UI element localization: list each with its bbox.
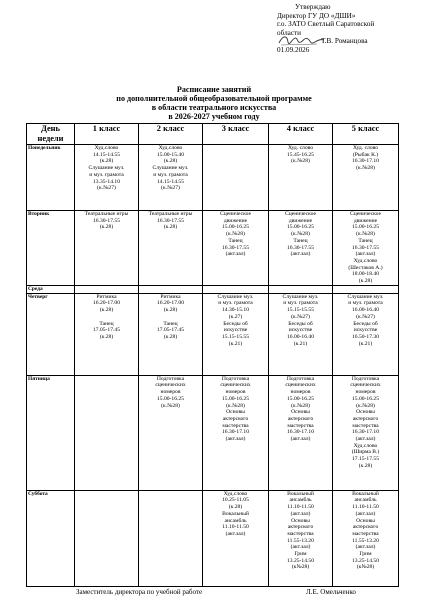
cell-line: (к.28) [99, 333, 114, 340]
approval-date: 01.09.2026 [277, 46, 310, 55]
approval-word: Утверждаю [295, 3, 331, 11]
cell-line: Танец [99, 320, 114, 327]
cell-line: (к№28) [356, 564, 375, 571]
cell-line: 16.30-17.55 [351, 244, 380, 251]
schedule-cell [203, 375, 269, 490]
table-row [27, 211, 399, 286]
schedule-cell [333, 293, 399, 375]
cell-line: 15.15-15.55 [286, 307, 315, 314]
cell-line: номеров [160, 389, 181, 396]
cell-line: 15.00-16.25 [351, 395, 380, 402]
day-cell: Четверг [27, 293, 75, 375]
title-line: Расписание занятий [176, 85, 252, 94]
cell-line: Вокальный [287, 490, 314, 497]
cell-line: (к.28) [228, 504, 243, 511]
title-line: в 2026-2027 учебном году [168, 111, 260, 121]
cell-line: (акт.зал) [290, 510, 311, 517]
day-cell: Суббота [27, 490, 75, 586]
cell-line: (к.28) [358, 278, 373, 285]
cell-line: (Шестаков А.) [348, 264, 383, 271]
table-row [27, 490, 399, 586]
cell-line: (к.28) [99, 224, 114, 231]
cell-line: (к.21) [358, 340, 373, 347]
cell-line: движение [288, 217, 313, 224]
cell-line: Слушание муз. [152, 165, 189, 172]
schedule-cell [139, 285, 203, 293]
cell-line: ансамбль [289, 497, 312, 504]
cell-line: Театральные игры [148, 211, 193, 217]
schedule-cell [269, 145, 333, 211]
cell-line: искусстве [353, 327, 378, 334]
cell-line: Худ. слово [352, 145, 379, 151]
cell-line: 16.30-17.55 [92, 217, 121, 224]
cell-line: 15.00-16.25 [351, 224, 380, 231]
cell-line: (к.28) [163, 224, 178, 231]
cell-line: Основы [291, 517, 310, 524]
schedule-cell [75, 375, 139, 490]
cell-line: 16.30-17.10 [286, 429, 315, 436]
cell-line: 16.30-17.10 [351, 158, 380, 165]
cell-line: (к№28) [291, 564, 310, 571]
header-day: День недели [27, 124, 75, 145]
cell-line: актерского [352, 524, 379, 531]
schedule-cell [75, 211, 139, 286]
cell-line: актерского [287, 524, 314, 531]
schedule-cell [333, 375, 399, 490]
header-class-5: 5 класс [333, 124, 399, 145]
header-class-2: 2 класс [139, 124, 203, 145]
day-cell: Понедельник [27, 145, 75, 211]
cell-line: Худ. слово [287, 145, 314, 151]
schedule-cell [269, 211, 333, 286]
cell-line: (к.28) [358, 462, 373, 469]
cell-line: (к.№28) [226, 402, 245, 409]
cell-line: актерского [287, 415, 314, 422]
schedule-cell [139, 490, 203, 586]
cell-line: Ритмика [96, 293, 117, 300]
schedule-cell [75, 145, 139, 211]
cell-line: Худ.слово [158, 145, 183, 151]
schedule-cell [269, 375, 333, 490]
cell-line: мастерства [352, 530, 379, 537]
cell-line: (к.№28) [356, 165, 375, 172]
cell-line: Основы [356, 409, 375, 416]
cell-line: (акт.зал) [290, 544, 311, 551]
cell-line: (к.№28) [226, 231, 245, 238]
table-header-row [27, 124, 399, 145]
cell-line: 14.15-14.55 [156, 178, 185, 185]
handwritten-signature [277, 33, 325, 49]
cell-line: (к.28) [163, 307, 178, 314]
cell-line: (к.№28) [291, 158, 310, 165]
approval-line: области [277, 28, 302, 37]
cell-line: и муз. грамота [283, 300, 318, 307]
cell-line: (акт.зал) [355, 436, 376, 443]
cell-line: 13.25-14.50 [351, 557, 380, 564]
table-row [27, 293, 399, 375]
cell-line: 15.00-16.25 [221, 224, 250, 231]
cell-line: 18.00-18.40 [351, 271, 380, 278]
footer-name: Л.Е. Омельченко [306, 588, 356, 596]
header-class-1: 1 класс [75, 124, 139, 145]
cell-line: 11.55-13.20 [352, 537, 379, 544]
cell-line: актерского [222, 415, 249, 422]
cell-line: и муз. грамота [348, 300, 383, 307]
day-cell: Вторник [27, 211, 75, 286]
cell-line: 15.00-15.40 [156, 151, 185, 158]
cell-line: Подготовка [156, 375, 185, 382]
cell-line: актерского [352, 415, 379, 422]
cell-line: (Рыбак К.) [352, 151, 379, 158]
cell-line [76, 314, 137, 321]
cell-line: Беседы об [223, 320, 248, 327]
cell-line: (к.21) [293, 340, 308, 347]
cell-line: мастерства [352, 422, 379, 429]
cell-line: Театральные игры [84, 211, 129, 217]
cell-line: Танец [293, 237, 308, 244]
cell-line: 10.25-11.05 [222, 497, 249, 504]
cell-line: (к.28) [163, 333, 178, 340]
header-class-3: 3 класс [203, 124, 269, 145]
cell-line: 16.50-17.30 [351, 333, 380, 340]
cell-line: и муз. грамота [89, 171, 124, 178]
title-line: по дополнительной общеобразовательной программе [116, 93, 312, 103]
cell-line: Слушание муз. [88, 165, 125, 172]
footer-position: Заместитель директора по учебной работе [76, 588, 203, 596]
cell-line: Вокальный [222, 510, 249, 517]
cell-line: (к.№27) [161, 185, 180, 192]
cell-line: ансамбль [224, 517, 247, 524]
schedule-cell [333, 285, 399, 293]
cell-line: (акт.зал) [225, 436, 246, 443]
approval-signer: Т.В. Романцова [321, 37, 368, 46]
cell-line: (акт.зал) [225, 251, 246, 258]
schedule-cell [203, 145, 269, 211]
cell-line: и муз. грамота [218, 300, 253, 307]
cell-line: (к.28) [99, 158, 114, 165]
cell-line: (акт.зал) [355, 544, 376, 551]
schedule-cell [75, 490, 139, 586]
cell-line: Худ.слово [353, 257, 378, 264]
approval-block [277, 3, 423, 55]
cell-line: сценических [220, 382, 251, 389]
cell-line: мастерства [287, 530, 314, 537]
cell-line: (к.27) [228, 313, 243, 320]
cell-line: (к.28) [99, 307, 114, 314]
cell-line: 15.15-15.55 [221, 333, 250, 340]
cell-line: 13.35-14.10 [92, 178, 121, 185]
cell-line: (к.№28) [161, 402, 180, 409]
cell-line: (акт.зал) [225, 530, 246, 537]
cell-line: 11.10-11.50 [287, 504, 314, 511]
cell-line: 11.10-11.50 [222, 524, 249, 531]
cell-line: номеров [355, 389, 376, 396]
cell-line: движение [353, 217, 378, 224]
day-cell: Пятница [27, 375, 75, 490]
cell-line: (акт.зал) [290, 436, 311, 443]
cell-line: 16.30-17.55 [156, 217, 185, 224]
cell-line: 14.15-14.55 [92, 151, 121, 158]
schedule-cell [333, 490, 399, 586]
cell-line: Танец [228, 237, 243, 244]
schedule-cell [139, 145, 203, 211]
cell-line: Грим [359, 551, 372, 558]
cell-line: (акт.зал) [290, 251, 311, 258]
cell-line: 15.00-16.25 [156, 395, 185, 402]
cell-line: Слушание муз. [282, 293, 319, 300]
cell-line: сценических [155, 382, 186, 389]
cell-line: Основы [356, 517, 375, 524]
table-row [27, 145, 399, 211]
cell-line: ансамбль [354, 497, 377, 504]
schedule-cell [139, 375, 203, 490]
cell-line: (Ширма В.) [351, 449, 380, 456]
cell-line: Худ.слово [223, 490, 248, 497]
cell-line: Беседы об [353, 320, 378, 327]
signature-row [277, 37, 423, 46]
cell-line: Подготовка [351, 375, 380, 382]
cell-line: (к.28) [163, 158, 178, 165]
schedule-cell [269, 293, 333, 375]
cell-line: (к.№27) [97, 185, 116, 192]
cell-line: номеров [225, 389, 246, 396]
cell-line: 16.20-17.00 [92, 300, 121, 307]
cell-line: (к.№28) [291, 231, 310, 238]
cell-line: мастерства [222, 422, 249, 429]
schedule-cell [333, 145, 399, 211]
cell-line: движение [223, 217, 248, 224]
cell-line: 16.00-16.40 [351, 307, 380, 314]
cell-line: 11.55-13.20 [287, 537, 314, 544]
cell-line: Основы [291, 409, 310, 416]
approval-line: г.о. ЗАТО Светлый Саратовской [277, 20, 375, 29]
cell-line: мастерства [287, 422, 314, 429]
cell-line: Худ.слово [94, 145, 119, 151]
table-row [27, 375, 399, 490]
cell-line: Ритмика [160, 293, 181, 300]
cell-line: Худ.слово [353, 442, 378, 449]
cell-line: (к.№28) [356, 231, 375, 238]
header-class-4: 4 класс [269, 124, 333, 145]
cell-line: 16.00-16.40 [286, 333, 315, 340]
title-line: в области театрального искусства [151, 102, 277, 112]
schedule-cell [139, 211, 203, 286]
cell-line: Сценическое [285, 211, 316, 217]
schedule-cell [203, 211, 269, 286]
cell-line: 15.00-16.25 [221, 395, 250, 402]
cell-line: 16.30-17.55 [286, 244, 315, 251]
day-cell: Среда [27, 285, 75, 293]
document-title [100, 86, 328, 122]
cell-line: Сценическое [220, 211, 251, 217]
cell-line: Слушание муз. [347, 293, 384, 300]
cell-line: Вокальный [352, 490, 379, 497]
schedule-cell [75, 285, 139, 293]
cell-line: искусстве [288, 327, 313, 334]
cell-line: номеров [290, 389, 311, 396]
cell-line: 15.45-16.25 [286, 151, 315, 158]
cell-line: (к.№27) [356, 313, 375, 320]
cell-line: (к.№28) [356, 402, 375, 409]
cell-line: Грим [294, 551, 307, 558]
schedule-cell [203, 285, 269, 293]
schedule-cell [75, 293, 139, 375]
schedule-cell [333, 211, 399, 286]
cell-line: Подготовка [286, 375, 315, 382]
cell-line: (акт.зал) [355, 251, 376, 258]
cell-line: сценических [350, 382, 381, 389]
cell-line: 11.10-11.50 [352, 504, 379, 511]
cell-line: Сценическое [350, 211, 381, 217]
cell-line: Подготовка [221, 375, 250, 382]
cell-line: (к.21) [228, 340, 243, 347]
cell-line: 17.05-17.45 [92, 327, 121, 334]
cell-line: (акт.зал) [355, 510, 376, 517]
schedule-cell [269, 285, 333, 293]
schedule-table [26, 123, 399, 587]
approval-line: Директор ГУ ДО «ДШИ» [277, 11, 356, 20]
cell-line: 16.20-17.00 [156, 300, 185, 307]
cell-line: (к.№27) [291, 313, 310, 320]
cell-line: Танец [163, 320, 178, 327]
cell-line: Беседы об [288, 320, 313, 327]
cell-line: 16.30-17.10 [221, 429, 250, 436]
schedule-cell [139, 293, 203, 375]
cell-line: 15.00-16.25 [286, 224, 315, 231]
cell-line: Основы [226, 409, 245, 416]
schedule-cell [203, 293, 269, 375]
cell-line: 17.15-17.55 [351, 456, 380, 463]
cell-line: 14.30-15.10 [221, 307, 250, 314]
schedule-cell [203, 490, 269, 586]
cell-line: 13.25-14.50 [286, 557, 315, 564]
cell-line [140, 314, 201, 321]
cell-line: (к.№28) [291, 402, 310, 409]
cell-line: Танец [358, 237, 373, 244]
cell-line: и муз. грамота [153, 171, 188, 178]
cell-line: искусстве [223, 327, 248, 334]
table-row [27, 285, 399, 293]
cell-line: 16.30-17.55 [221, 244, 250, 251]
cell-line: сценических [285, 382, 316, 389]
cell-line: 17.05-17.45 [156, 327, 185, 334]
schedule-cell [269, 490, 333, 586]
cell-line: 16.30-17.10 [351, 429, 380, 436]
cell-line: Слушание муз. [217, 293, 254, 300]
cell-line: 15.00-16.25 [286, 395, 315, 402]
